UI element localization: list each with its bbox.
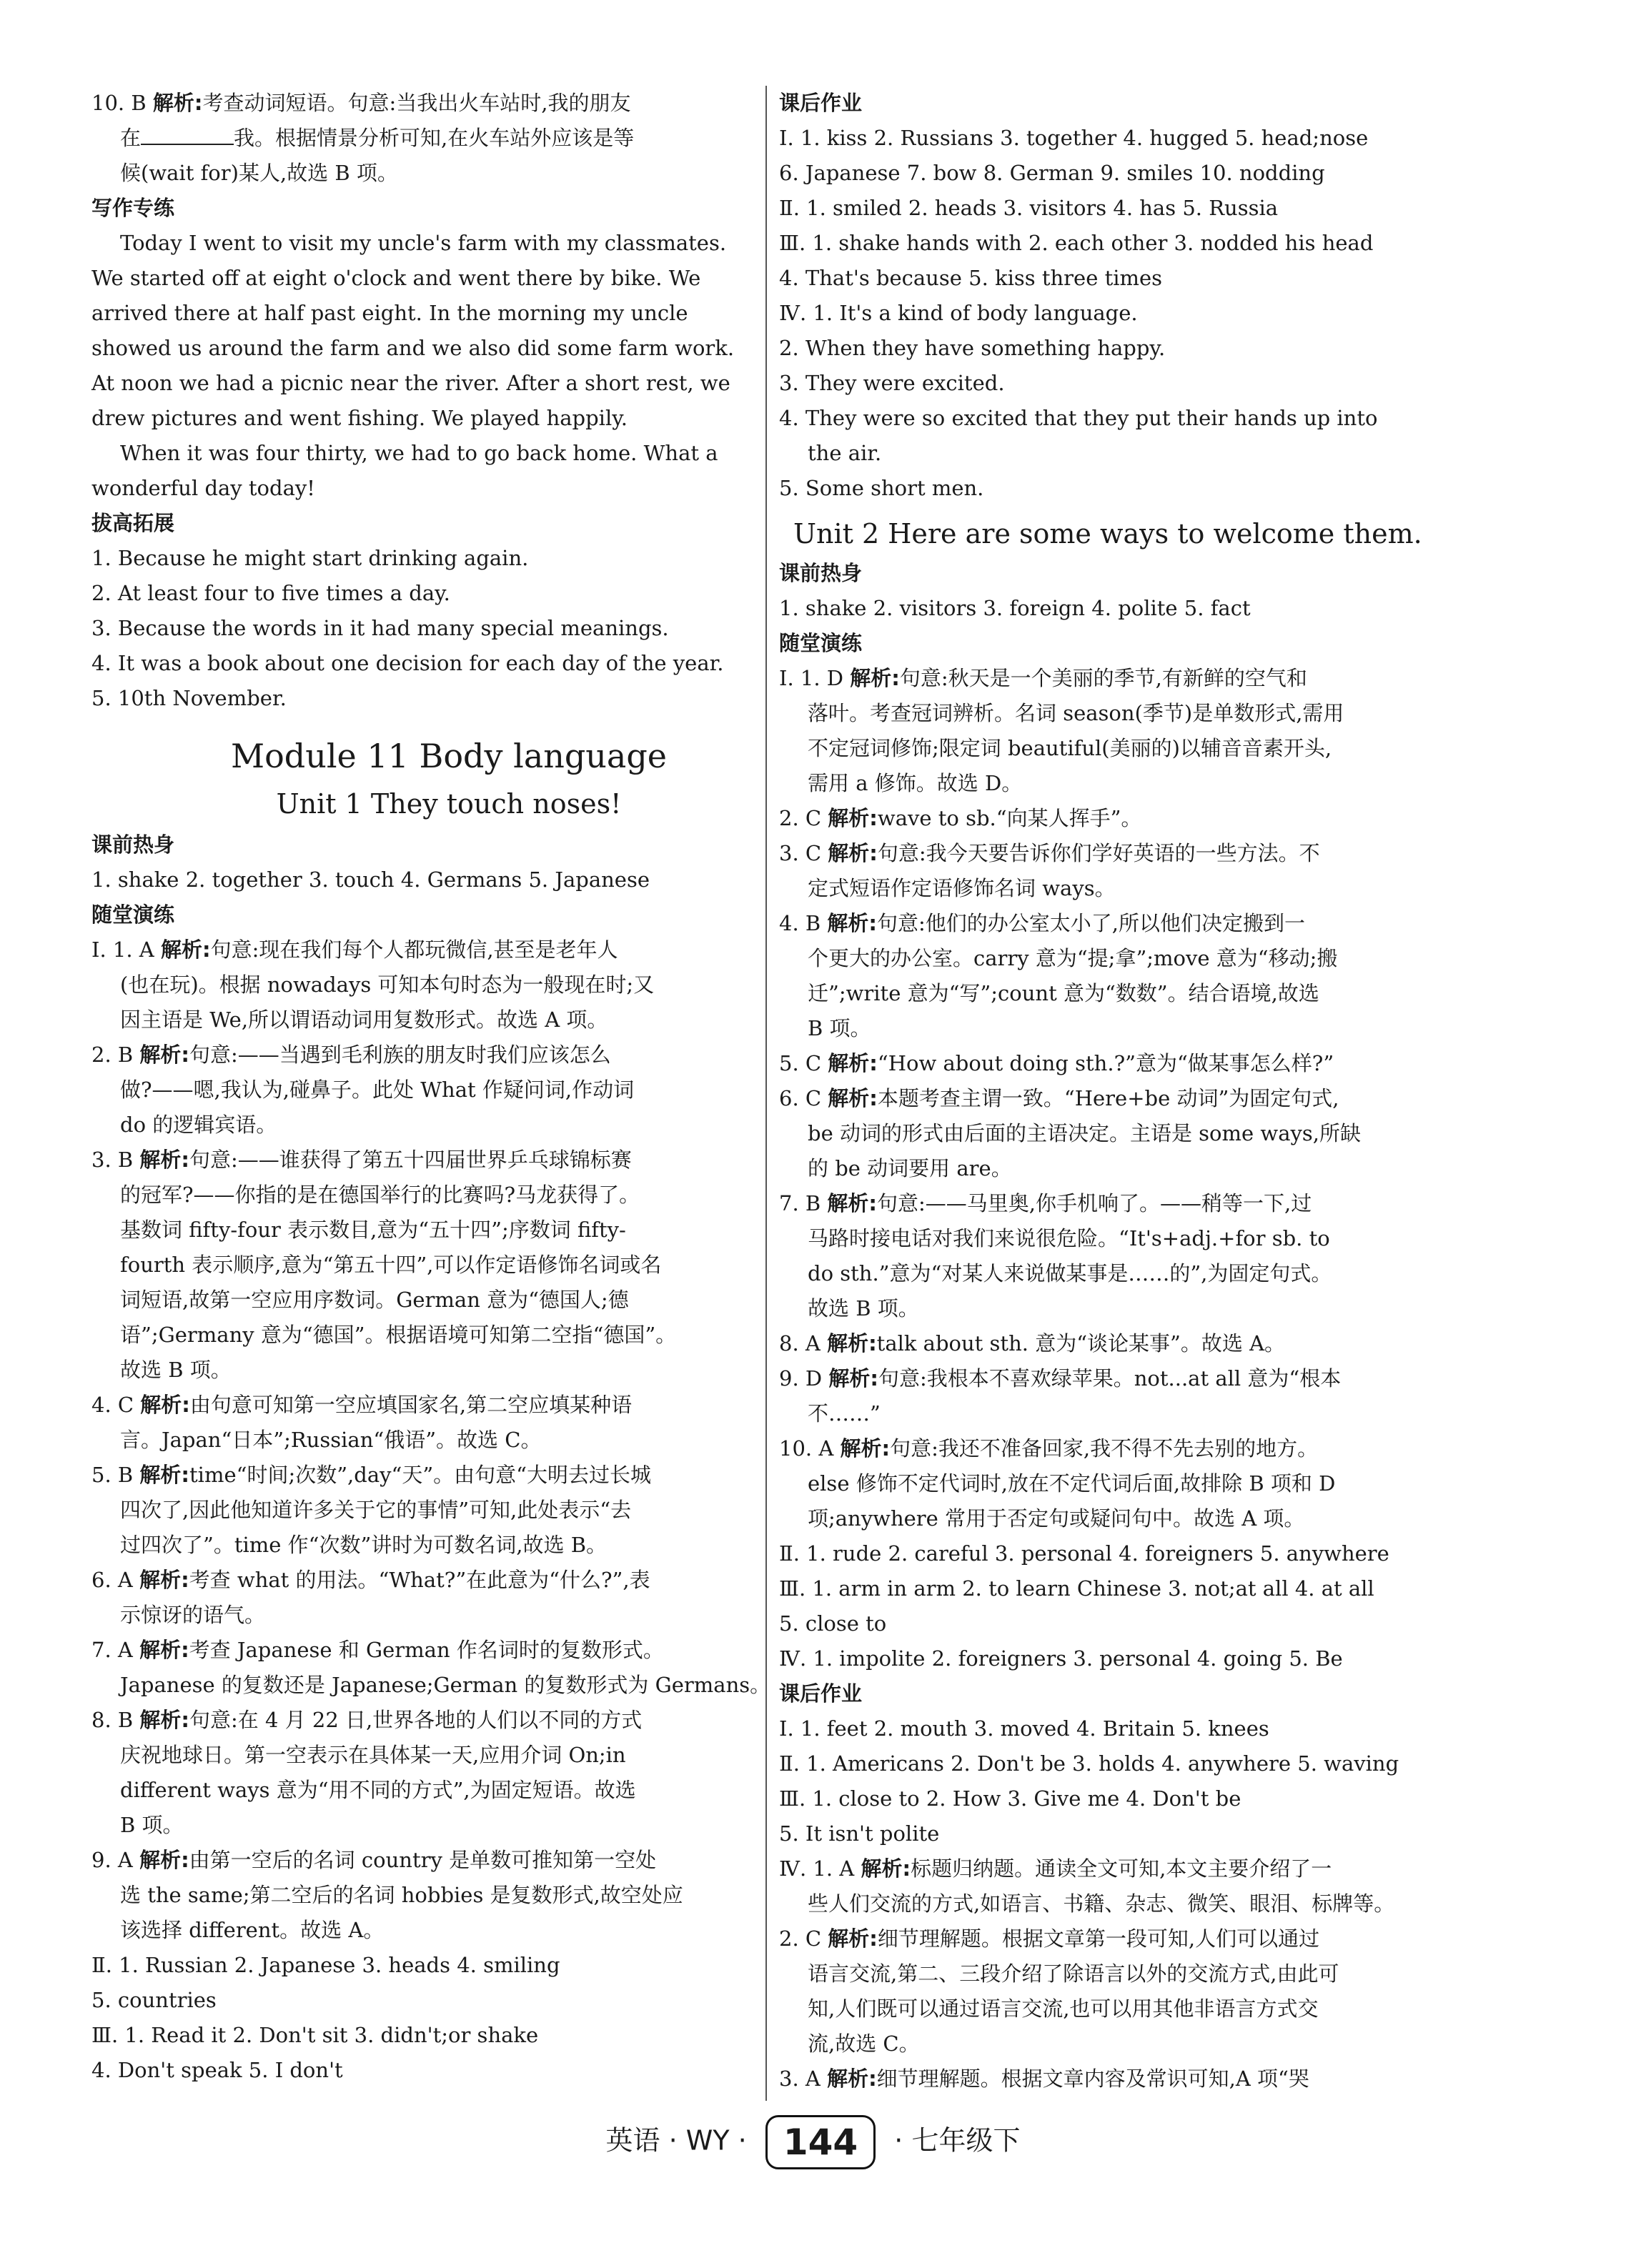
- extend-item: 5. 10th November.: [91, 686, 287, 710]
- module-title: Module 11 Body language: [230, 737, 668, 775]
- warmup-answers: 1. shake 2. visitors 3. foreign 4. polite 5. fact: [779, 596, 1251, 620]
- answer-line: 8. A 解析:talk about sth. 意为“谈论某事”。故选 A。: [779, 1331, 1286, 1356]
- answer-line: 5. It isn't polite: [779, 1821, 940, 1846]
- practice-heading: 随堂演练: [779, 631, 863, 655]
- answer-line: 10. A 解析:句意:我还不准备回家,我不得不先去别的地方。: [779, 1436, 1319, 1461]
- unit1-title: Unit 1 They touch noses!: [276, 788, 622, 820]
- writing-line: At noon we had a picnic near the river. After a short rest, we: [91, 371, 730, 395]
- analysis-label: 解析:: [840, 1436, 891, 1461]
- answer-line: 词短语,故第一空应用序数词。German 意为“德国人;德: [120, 1288, 629, 1312]
- answer-line: 5. Some short men.: [779, 476, 984, 500]
- answer-line: 迁”;write 意为“写”;count 意为“数数”。结合语境,故选: [808, 981, 1319, 1005]
- answer-line: Ⅲ. 1. shake hands with 2. each other 3. nodded his head: [779, 231, 1374, 255]
- analysis-label: 解析:: [827, 2066, 877, 2091]
- page-footer: [0, 2115, 1626, 2169]
- answer-line: Ⅳ. 1. impolite 2. foreigners 3. personal 4. going 5. Be: [779, 1646, 1343, 1671]
- analysis-label: 解析:: [139, 1043, 190, 1067]
- answer-line: 言。Japan“日本”;Russian“俄语”。故选 C。: [120, 1428, 542, 1452]
- analysis-label: 解析:: [139, 1463, 190, 1487]
- analysis-label: 解析:: [861, 1856, 911, 1881]
- answer-line: 6. A 解析:考查 what 的用法。“What?”在此意为“什么?”,表: [91, 1568, 650, 1592]
- practice-heading: 随堂演练: [91, 902, 175, 927]
- answer-line: Ⅱ. 1. rude 2. careful 3. personal 4. foreigners 5. anywhere: [779, 1541, 1389, 1566]
- answer-line: 不……”: [808, 1401, 881, 1426]
- answer-line: 3. B 解析:句意:——谁获得了第五十四届世界乒乓球锦标赛: [91, 1148, 632, 1172]
- answer-line: 2. When they have something happy.: [779, 336, 1166, 360]
- answer-line: B 项。: [808, 1016, 871, 1040]
- writing-line: showed us around the farm and we also did some farm work.: [91, 336, 735, 360]
- practice-answers: [91, 932, 806, 2088]
- answer-line: 4. That's because 5. kiss three times: [779, 266, 1163, 290]
- q10-line1: 10. B 解析:考查动词短语。句意:当我出火车站时,我的朋友: [91, 91, 631, 115]
- answer-line: B 项。: [120, 1813, 184, 1837]
- practice-answers: [779, 661, 1508, 1676]
- analysis-label: 解析:: [850, 666, 900, 690]
- right-column: [779, 86, 1508, 2097]
- answer-blank: [141, 122, 234, 145]
- homework-answers: [779, 1711, 1508, 2097]
- answer-line: do sth.”意为“对某人来说做某事是……的”,为固定句式。: [808, 1261, 1332, 1285]
- homework-answers: [779, 121, 1508, 506]
- analysis-label: 解析:: [827, 1191, 878, 1215]
- answer-line: do 的逻辑宾语。: [120, 1113, 277, 1137]
- analysis-label: 解析:: [828, 841, 878, 865]
- answer-line: 个更大的办公室。carry 意为“提;拿”;move 意为“移动;搬: [808, 946, 1338, 970]
- answer-line: 7. B 解析:句意:——马里奥,你手机响了。——稍等一下,过: [779, 1191, 1312, 1215]
- answer-line: 马路时接电话对我们来说很危险。“It's+adj.+for sb. to: [808, 1226, 1330, 1250]
- answer-line: 3. They were excited.: [779, 371, 1005, 395]
- answer-line: 落叶。考查冠词辨析。名词 season(季节)是单数形式,需用: [808, 701, 1344, 725]
- answer-line: Ⅲ. 1. arm in arm 2. to learn Chinese 3. not;at all 4. at all: [779, 1576, 1374, 1601]
- analysis-label: 解析:: [828, 806, 878, 830]
- answer-line: 语言交流,第二、三段介绍了除语言以外的交流方式,由此可: [808, 1961, 1339, 1986]
- answer-line: 9. A 解析:由第一空后的名词 country 是单数可推知第一空处: [91, 1848, 657, 1872]
- answer-line: 不定冠词修饰;限定词 beautiful(美丽的)以辅音音素开头,: [808, 736, 1332, 760]
- answer-line: 2. C 解析:wave to sb.“向某人挥手”。: [779, 806, 1142, 830]
- answer-line: 5. countries: [91, 1988, 217, 2012]
- answer-line: 5. B 解析:time“时间;次数”,day“天”。由句意“大明去过长城: [91, 1463, 651, 1487]
- answer-line: Ⅱ. 1. Russian 2. Japanese 3. heads 4. smiling: [91, 1953, 560, 1977]
- writing-paragraph-2: [91, 436, 806, 506]
- extend-item: 4. It was a book about one decision for each day of the year.: [91, 651, 724, 675]
- writing-line: wonderful day today!: [91, 476, 315, 500]
- answer-line: 需用 a 修饰。故选 D。: [808, 771, 1023, 795]
- answer-line: 项;anywhere 常用于否定句或疑问句中。故选 A 项。: [808, 1506, 1305, 1531]
- answer-line: (也在玩)。根据 nowadays 可知本句时态为一般现在时;又: [120, 973, 655, 997]
- answer-line: Japanese 的复数还是 Japanese;German 的复数形式为 Germans。: [120, 1673, 771, 1697]
- answer-line: 8. B 解析:句意:在 4 月 22 日,世界各地的人们以不同的方式: [91, 1708, 643, 1732]
- answer-line: 5. C 解析:“How about doing sth.?”意为“做某事怎么样?”: [779, 1051, 1334, 1075]
- writing-line: drew pictures and went fishing. We played happily.: [91, 406, 628, 430]
- answer-line: 知,人们既可以通过语言交流,也可以用其他非语言方式交: [808, 1996, 1319, 2021]
- answer-line: 庆祝地球日。第一空表示在具体某一天,应用介词 On;in: [120, 1743, 626, 1767]
- answer-line: 4. Don't speak 5. I don't: [91, 2058, 343, 2082]
- answer-line: different ways 意为“用不同的方式”,为固定短语。故选: [120, 1778, 636, 1802]
- analysis-label: 解析:: [160, 937, 211, 962]
- analysis-label: 解析:: [828, 1366, 878, 1391]
- q10-line2: 在 我。根据情景分析可知,在火车站外应该是等: [91, 121, 806, 156]
- writing-line: We started off at eight o'clock and went there by bike. We: [91, 266, 701, 290]
- analysis-label: 解析:: [139, 1708, 190, 1732]
- extend-item: 2. At least four to five times a day.: [91, 581, 450, 605]
- answer-line: 6. C 解析:本题考查主谓一致。“Here+be 动词”为固定句式,: [779, 1086, 1339, 1110]
- answer-line: 7. A 解析:考查 Japanese 和 German 作名词时的复数形式。: [91, 1638, 664, 1662]
- answer-line: 选 the same;第二空后的名词 hobbies 是复数形式,故空处应: [120, 1883, 683, 1907]
- answer-line: 4. C 解析:由句意可知第一空应填国家名,第二空应填某种语: [91, 1393, 633, 1417]
- answer-line: Ⅰ. 1. feet 2. mouth 3. moved 4. Britain 5. knees: [779, 1716, 1269, 1741]
- answer-line: 基数词 fifty-four 表示数目,意为“五十四”;序数词 fifty-: [120, 1218, 626, 1242]
- answer-line: 语”;Germany 意为“德国”。根据语境可知第二空指“德国”。: [120, 1323, 677, 1347]
- answer-line: 做?——嗯,我认为,碰鼻子。此处 What 作疑问词,作动词: [120, 1078, 635, 1102]
- answer-line: 故选 B 项。: [808, 1296, 919, 1320]
- analysis-label: 解析:: [139, 1638, 189, 1662]
- homework-heading: 课后作业: [779, 1681, 863, 1706]
- answer-line: Ⅲ. 1. close to 2. How 3. Give me 4. Don't be: [779, 1786, 1241, 1811]
- warmup-heading: 课前热身: [91, 832, 175, 857]
- writing-line: Today I went to visit my uncle's farm with my classmates.: [120, 231, 727, 255]
- unit2-title: Unit 2 Here are some ways to welcome them.: [793, 518, 1422, 549]
- extend-item: 3. Because the words in it had many special meanings.: [91, 616, 669, 640]
- answer-line: Ⅰ. 1. kiss 2. Russians 3. together 4. hugged 5. head;nose: [779, 126, 1369, 150]
- answer-line: 些人们交流的方式,如语言、书籍、杂志、微笑、眼泪、标牌等。: [808, 1891, 1395, 1916]
- warmup-heading: 课前热身: [779, 561, 863, 585]
- answer-line: 过四次了”。time 作“次数”讲时为可数名词,故选 B。: [120, 1533, 608, 1557]
- answer-line: 的冠军?——你指的是在德国举行的比赛吗?马龙获得了。: [120, 1183, 640, 1207]
- analysis-label: 解析:: [827, 1331, 877, 1356]
- answer-line: the air.: [808, 441, 882, 465]
- writing-line: arrived there at half past eight. In the morning my uncle: [91, 301, 688, 325]
- answer-line: 的 be 动词要用 are。: [808, 1156, 1012, 1180]
- answer-line: Ⅱ. 1. Americans 2. Don't be 3. holds 4. anywhere 5. waving: [779, 1751, 1399, 1776]
- answer-line: else 修饰不定代词时,放在不定代词后面,故排除 B 项和 D: [808, 1471, 1336, 1496]
- answer-line: 6. Japanese 7. bow 8. German 9. smiles 10. nodding: [779, 161, 1325, 185]
- page-number: 144: [765, 2115, 876, 2169]
- answer-line: 四次了,因此他知道许多关于它的事情”可知,此处表示“去: [120, 1498, 632, 1522]
- answer-line: 4. They were so excited that they put their hands up into: [779, 406, 1378, 430]
- answer-line: Ⅰ. 1. A 解析:句意:现在我们每个人都玩微信,甚至是老年人: [91, 937, 618, 962]
- left-column: [91, 86, 806, 2088]
- answer-line: Ⅳ. 1. It's a kind of body language.: [779, 301, 1138, 325]
- answer-line: 9. D 解析:句意:我根本不喜欢绿苹果。not...at all 意为“根本: [779, 1366, 1342, 1391]
- analysis-label: 解析:: [827, 911, 878, 935]
- answer-line: Ⅲ. 1. Read it 2. Don't sit 3. didn't;or shake: [91, 2023, 539, 2047]
- answer-line: 4. B 解析:句意:他们的办公室太小了,所以他们决定搬到一: [779, 911, 1306, 935]
- answer-line: 2. B 解析:句意:——当遇到毛利族的朋友时我们应该怎么: [91, 1043, 611, 1067]
- extend-heading: 拔高拓展: [91, 511, 175, 535]
- writing-heading: 写作专练: [91, 196, 175, 220]
- answer-line: Ⅱ. 1. smiled 2. heads 3. visitors 4. has 5. Russia: [779, 196, 1279, 220]
- answer-line: 因主语是 We,所以谓语动词用复数形式。故选 A 项。: [120, 1008, 608, 1032]
- answer-line: 故选 B 项。: [120, 1358, 232, 1382]
- answer-line: 3. A 解析:细节理解题。根据文章内容及常识可知,A 项“哭: [779, 2066, 1309, 2091]
- q10-line3: 候(wait for)某人,故选 B 项。: [120, 161, 398, 185]
- analysis-label: 解析:: [828, 1926, 878, 1951]
- homework-heading: 课后作业: [779, 91, 863, 115]
- answer-line: Ⅰ. 1. D 解析:句意:秋天是一个美丽的季节,有新鲜的空气和: [779, 666, 1307, 690]
- extend-item: 1. Because he might start drinking again.: [91, 546, 529, 570]
- analysis-label: 解析:: [139, 1568, 189, 1592]
- answer-line: 3. C 解析:句意:我今天要告诉你们学好英语的一些方法。不: [779, 841, 1320, 865]
- analysis-label: 解析:: [139, 1148, 190, 1172]
- answer-line: be 动词的形式由后面的主语决定。主语是 some ways,所缺: [808, 1121, 1361, 1145]
- answer-line: 2. C 解析:细节理解题。根据文章第一段可知,人们可以通过: [779, 1926, 1320, 1951]
- answer-line: 定式短语作定语修饰名词 ways。: [808, 876, 1116, 900]
- footer-subject: 英语 · WY ·: [605, 2124, 747, 2157]
- analysis-label: 解析:: [139, 1848, 189, 1872]
- answer-line: 5. close to: [779, 1611, 887, 1636]
- answer-line: 示惊讶的语气。: [120, 1603, 266, 1627]
- analysis-label: 解析:: [140, 1393, 190, 1417]
- warmup-answers: 1. shake 2. together 3. touch 4. Germans 5. Japanese: [91, 867, 650, 892]
- answer-line: 流,故选 C。: [808, 2031, 920, 2056]
- analysis-label: 解析:: [828, 1086, 878, 1110]
- analysis-label: 解析:: [828, 1051, 878, 1075]
- writing-paragraph-1: [91, 226, 806, 436]
- answer-line: 该选择 different。故选 A。: [120, 1918, 385, 1942]
- answer-line: Ⅳ. 1. A 解析:标题归纳题。通读全文可知,本文主要介绍了一: [779, 1856, 1332, 1881]
- writing-line: When it was four thirty, we had to go back home. What a: [120, 441, 718, 465]
- footer-grade: · 七年级下: [894, 2124, 1021, 2157]
- answer-line: fourth 表示顺序,意为“第五十四”,可以作定语修饰名词或名: [120, 1253, 662, 1277]
